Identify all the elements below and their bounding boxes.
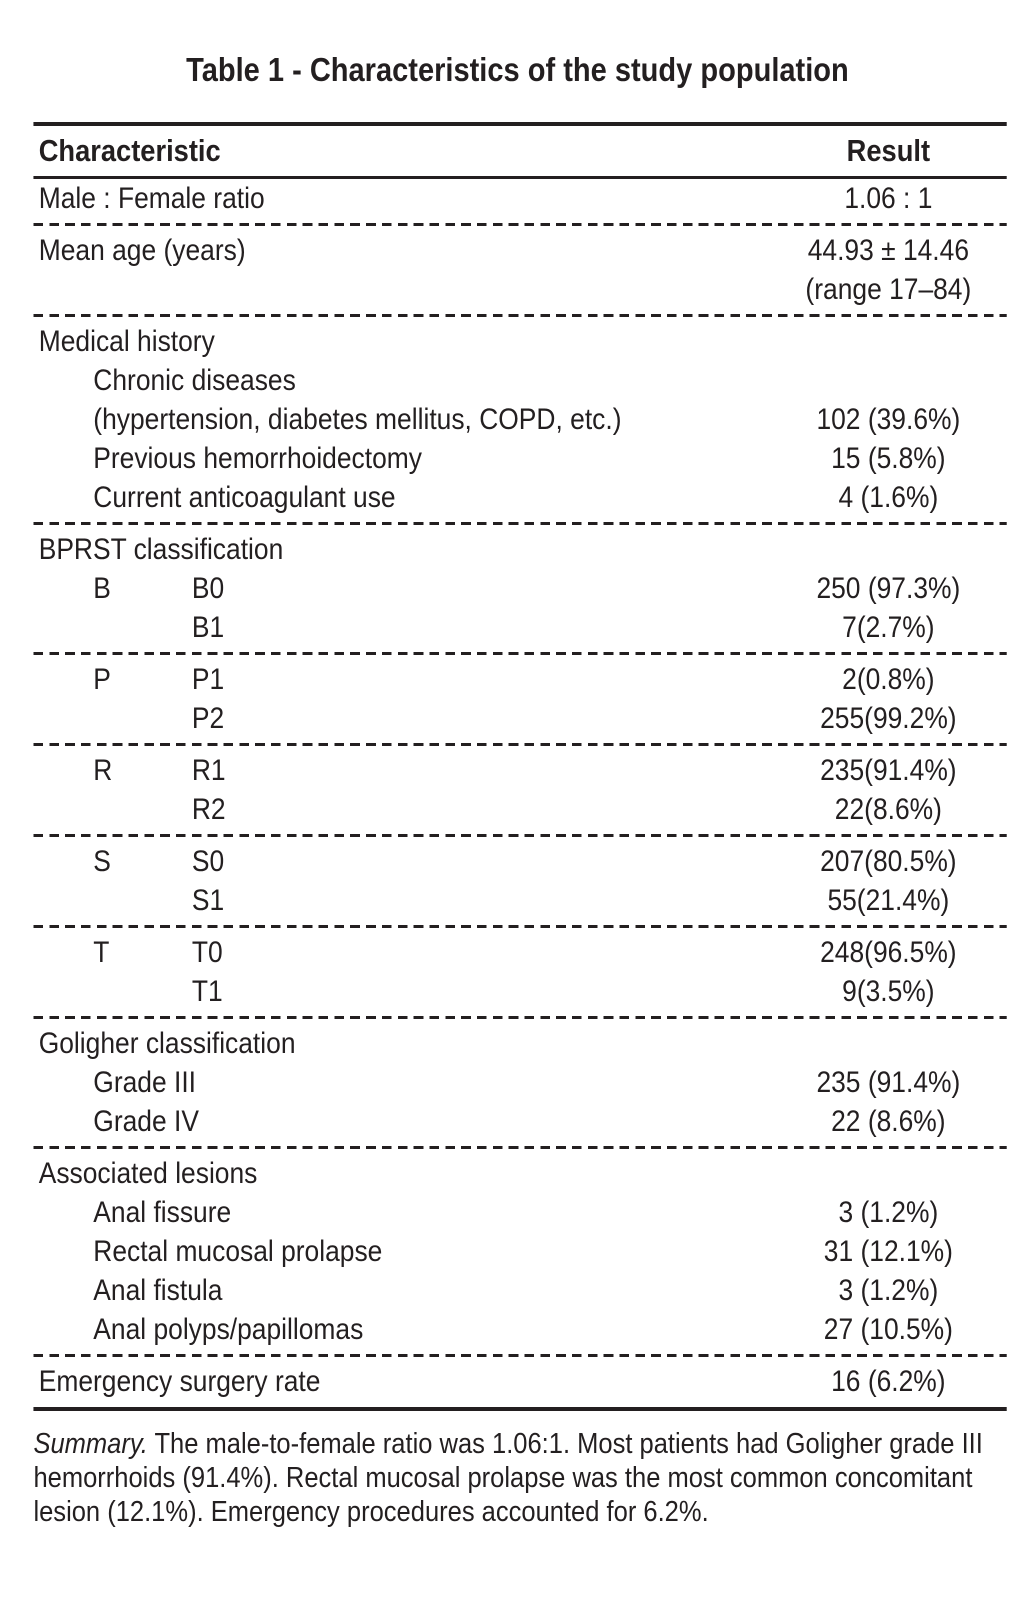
row-result: 248(96.5%) — [820, 936, 957, 969]
row-label: Rectal mucosal prolapse — [93, 1235, 383, 1268]
row-result: 22 (8.6%) — [831, 1105, 946, 1138]
table-row-group-header — [33, 1154, 1006, 1193]
row-result: 1.06 : 1 — [844, 182, 933, 215]
row-label: R2 — [191, 793, 226, 826]
table-row — [33, 1271, 1006, 1310]
column-header-characteristic: Characteristic — [38, 133, 221, 168]
dashed-divider — [33, 223, 1006, 226]
table-summary — [33, 1427, 1006, 1529]
row-label: T1 — [191, 975, 223, 1008]
row-result: 22(8.6%) — [834, 793, 942, 826]
table-row-group-header — [33, 1024, 1006, 1063]
dashed-divider — [33, 652, 1006, 655]
row-result: 235 (91.4%) — [816, 1066, 961, 1099]
row-result: 9(3.5%) — [842, 975, 935, 1008]
table-row — [33, 400, 1006, 439]
table-row — [33, 608, 1006, 647]
row-label: P2 — [191, 702, 225, 735]
row-result — [770, 231, 1007, 309]
group-label: BPRST classification — [38, 533, 284, 566]
table-row — [33, 439, 1006, 478]
table-row — [33, 881, 1006, 920]
row-label: Chronic diseases — [93, 364, 296, 397]
row-label: Grade IV — [93, 1105, 199, 1138]
group-label: Goligher classification — [38, 1027, 296, 1060]
row-label: Previous hemorrhoidectomy — [93, 442, 422, 475]
bprst-code: S0 — [191, 845, 225, 878]
row-result: 16 (6.2%) — [831, 1365, 946, 1398]
table-row-group-header — [33, 530, 1006, 569]
dashed-divider — [33, 743, 1006, 746]
row-label: Anal polyps/papillomas — [93, 1313, 364, 1346]
table-row — [33, 1362, 1006, 1401]
table-row — [33, 1063, 1006, 1102]
bprst-code: R1 — [191, 754, 226, 787]
summary-lead: Summary. — [33, 1428, 148, 1460]
row-label: Emergency surgery rate — [38, 1365, 321, 1398]
table-row — [33, 1232, 1006, 1271]
dashed-divider — [33, 1354, 1006, 1357]
summary-body: The male-to-female ratio was 1.06:1. Most patients had Goligher grade III hemorrhoids (91.4%). Rectal mucosal prolapse was the most common concomitant lesion (12.1%). Emergency procedures accounted for 6.2%. — [33, 1428, 983, 1528]
row-result: 255(99.2%) — [820, 702, 957, 735]
row-result: 250 (97.3%) — [816, 572, 961, 605]
table-body — [33, 179, 1006, 1401]
study-population-table — [33, 122, 1006, 1411]
bprst-code: P1 — [191, 663, 225, 696]
row-result: 3 (1.2%) — [838, 1196, 939, 1229]
row-result: 7(2.7%) — [842, 611, 935, 644]
row-result: 2(0.8%) — [842, 663, 935, 696]
bprst-code: B0 — [191, 572, 225, 605]
table-row — [33, 569, 1006, 608]
row-result: 4 (1.6%) — [838, 481, 939, 514]
bprst-letter: B — [93, 572, 111, 605]
row-label — [33, 933, 770, 972]
row-result: 55(21.4%) — [827, 884, 950, 917]
row-label: Grade III — [93, 1066, 196, 1099]
table-row — [33, 933, 1006, 972]
table-row — [33, 478, 1006, 517]
table-caption: Table 1 - Characteristics of the study population — [186, 51, 849, 88]
dashed-divider — [33, 834, 1006, 837]
row-label — [33, 751, 770, 790]
row-result: 102 (39.6%) — [816, 403, 961, 436]
row-label: Mean age (years) — [38, 234, 246, 267]
result-line-1: 44.93 ± 14.46 — [807, 234, 970, 267]
row-result: 31 (12.1%) — [823, 1235, 953, 1268]
row-label — [33, 842, 770, 881]
table-row — [33, 1310, 1006, 1349]
row-label: S1 — [191, 884, 225, 917]
table-row — [33, 1102, 1006, 1141]
dashed-divider — [33, 522, 1006, 525]
table-row-group-header — [33, 322, 1006, 361]
table-bottom-rule — [33, 1407, 1006, 1411]
row-result: 235(91.4%) — [820, 754, 957, 787]
bprst-code: T0 — [191, 936, 223, 969]
table-row — [33, 842, 1006, 881]
group-label: Medical history — [38, 325, 215, 358]
bprst-letter: T — [93, 936, 110, 969]
row-result: 3 (1.2%) — [838, 1274, 939, 1307]
bprst-letter: S — [93, 845, 111, 878]
row-label: (hypertension, diabetes mellitus, COPD, etc.) — [93, 403, 622, 436]
row-label: Current anticoagulant use — [93, 481, 396, 514]
dashed-divider — [33, 1146, 1006, 1149]
dashed-divider — [33, 1016, 1006, 1019]
table-row — [33, 790, 1006, 829]
row-label — [33, 569, 770, 608]
row-result: 15 (5.8%) — [831, 442, 946, 475]
table-row — [33, 751, 1006, 790]
table-row — [33, 179, 1006, 218]
table-row — [33, 1193, 1006, 1232]
row-label: Male : Female ratio — [38, 182, 265, 215]
table-row — [33, 972, 1006, 1011]
row-result: 27 (10.5%) — [823, 1313, 953, 1346]
row-label: B1 — [191, 611, 225, 644]
table-row — [33, 660, 1006, 699]
bprst-letter: R — [93, 754, 113, 787]
table-row — [33, 699, 1006, 738]
group-label: Associated lesions — [38, 1157, 258, 1190]
table-row — [33, 231, 1006, 309]
dashed-divider — [33, 925, 1006, 928]
row-result: 207(80.5%) — [820, 845, 957, 878]
table-row — [33, 361, 1006, 400]
bprst-letter: P — [93, 663, 111, 696]
row-label: Anal fissure — [93, 1196, 232, 1229]
row-label: Anal fistula — [93, 1274, 223, 1307]
column-header-result: Result — [846, 133, 931, 168]
row-label — [33, 660, 770, 699]
result-line-2: (range 17–84) — [805, 273, 972, 306]
table-header-row — [33, 126, 1006, 176]
dashed-divider — [33, 314, 1006, 317]
